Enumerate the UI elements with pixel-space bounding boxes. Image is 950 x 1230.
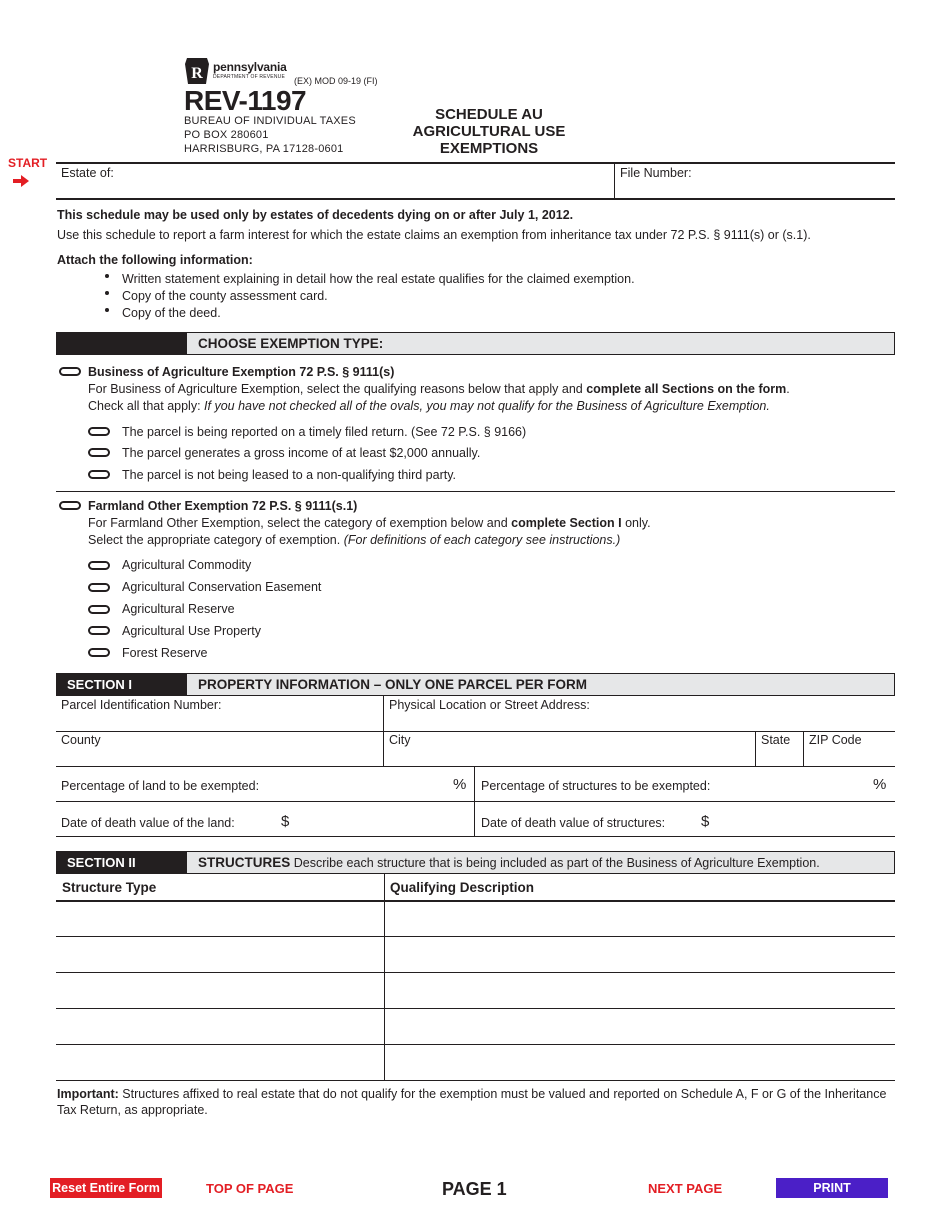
start-arrow-icon[interactable] bbox=[12, 174, 30, 188]
instruction-text: only. bbox=[621, 516, 651, 530]
section-description: Describe each structure that is being included as part of the Business of Agriculture Exemption. bbox=[290, 856, 820, 870]
structure-row[interactable] bbox=[56, 972, 895, 973]
agency-dept: DEPARTMENT OF REVENUE bbox=[213, 74, 285, 80]
option-label: Agricultural Conservation Easement bbox=[122, 580, 322, 594]
purpose-text: Use this schedule to report a farm interest for which the estate claims an exemption from inheritance tax under 72 P.S. § 9111(s) or (s.1). bbox=[57, 228, 811, 242]
important-text: Structures affixed to real estate that do not qualify for the exemption must be valued and reported on Schedule A, F or G of the Inheritance bbox=[118, 1087, 887, 1101]
county-field[interactable]: County bbox=[61, 733, 101, 747]
bullet-icon bbox=[105, 274, 109, 278]
bullet-icon bbox=[105, 291, 109, 295]
divider bbox=[56, 766, 895, 767]
divider bbox=[384, 874, 385, 1080]
address-line: BUREAU OF INDIVIDUAL TAXES bbox=[184, 115, 356, 127]
zip-code-field[interactable]: ZIP Code bbox=[809, 733, 862, 747]
reset-form-button[interactable]: Reset Entire Form bbox=[50, 1178, 162, 1198]
option-label: Agricultural Commodity bbox=[122, 558, 252, 572]
land-value-field[interactable]: Date of death value of the land: bbox=[61, 816, 235, 830]
business-agriculture-title: Business of Agriculture Exemption 72 P.S. § 9111(s) bbox=[88, 365, 395, 379]
agricultural-use-property-oval[interactable] bbox=[88, 626, 110, 635]
divider bbox=[803, 731, 804, 766]
timely-return-oval[interactable] bbox=[88, 427, 110, 436]
schedule-title-line: AGRICULTURAL USE bbox=[412, 123, 566, 140]
form-number: REV-1197 bbox=[184, 85, 307, 116]
instruction-text: Check all that apply: bbox=[88, 399, 205, 413]
not-leased-oval[interactable] bbox=[88, 470, 110, 479]
bar-tab bbox=[57, 333, 187, 354]
estate-field[interactable]: Estate of: bbox=[61, 166, 114, 180]
business-agriculture-instructions bbox=[88, 381, 790, 397]
instruction-text: For Business of Agriculture Exemption, select the qualifying reasons below that apply and bbox=[88, 382, 587, 396]
bullet-icon bbox=[105, 308, 109, 312]
agricultural-reserve-oval[interactable] bbox=[88, 605, 110, 614]
section-2-bar bbox=[56, 851, 895, 874]
structures-percentage-field[interactable]: Percentage of structures to be exempted: bbox=[481, 779, 711, 793]
important-label: Important: bbox=[57, 1087, 119, 1101]
instruction-emphasis: complete all Sections on the form bbox=[586, 382, 787, 396]
attach-item: Copy of the deed. bbox=[122, 306, 221, 320]
top-of-page-link[interactable]: TOP OF PAGE bbox=[206, 1181, 294, 1196]
farmland-other-instructions bbox=[88, 515, 651, 531]
svg-text:R: R bbox=[191, 65, 203, 82]
divider bbox=[56, 801, 895, 802]
structure-row[interactable] bbox=[56, 1080, 895, 1081]
divider bbox=[56, 836, 895, 837]
option-label: Agricultural Reserve bbox=[122, 602, 235, 616]
section-1-bar bbox=[56, 673, 895, 696]
agricultural-commodity-oval[interactable] bbox=[88, 561, 110, 570]
next-page-link[interactable]: NEXT PAGE bbox=[648, 1181, 723, 1196]
eligibility-note: This schedule may be used only by estates of decedents dying on or after July 1, 2012. bbox=[57, 208, 574, 222]
structure-row[interactable] bbox=[56, 1008, 895, 1009]
instruction-text: For Farmland Other Exemption, select the category of exemption below and bbox=[88, 516, 512, 530]
schedule-title bbox=[400, 106, 578, 157]
farmland-other-category-note bbox=[88, 532, 620, 548]
section-title bbox=[198, 855, 820, 870]
divider bbox=[56, 900, 895, 902]
business-agriculture-oval[interactable] bbox=[59, 367, 81, 376]
agency-name: pennsylvania bbox=[213, 60, 287, 74]
qualifying-description-header: Qualifying Description bbox=[390, 880, 535, 895]
structures-value-field[interactable]: Date of death value of structures: bbox=[481, 816, 666, 830]
file-number-field[interactable]: File Number: bbox=[620, 166, 692, 180]
divider bbox=[56, 198, 895, 200]
option-label: Forest Reserve bbox=[122, 646, 208, 660]
street-address-field[interactable]: Physical Location or Street Address: bbox=[389, 698, 590, 712]
structure-row[interactable] bbox=[56, 1044, 895, 1045]
instruction-text: . bbox=[786, 382, 790, 396]
attach-item: Written statement explaining in detail how the real estate qualifies for the claimed exemption. bbox=[122, 272, 635, 286]
print-button[interactable]: PRINT bbox=[776, 1178, 888, 1198]
important-note bbox=[57, 1086, 897, 1102]
gross-income-oval[interactable] bbox=[88, 448, 110, 457]
schedule-title-line: EXEMPTIONS bbox=[439, 140, 539, 157]
start-label: START bbox=[8, 156, 48, 170]
option-label: Agricultural Use Property bbox=[122, 624, 261, 638]
divider bbox=[56, 162, 895, 164]
structure-row[interactable] bbox=[56, 936, 895, 937]
bar-title: CHOOSE EXEMPTION TYPE: bbox=[198, 336, 384, 351]
address-line: HARRISBURG, PA 17128-0601 bbox=[184, 143, 344, 155]
page-number: PAGE 1 bbox=[442, 1179, 507, 1199]
section-tag: SECTION I bbox=[57, 674, 187, 695]
forest-reserve-oval[interactable] bbox=[88, 648, 110, 657]
dollar-sign: $ bbox=[281, 813, 290, 830]
divider bbox=[614, 163, 615, 199]
address-line: PO BOX 280601 bbox=[184, 129, 269, 141]
option-label: The parcel is being reported on a timely filed return. (See 72 P.S. § 9166) bbox=[122, 425, 527, 439]
section-title-text: STRUCTURES bbox=[198, 855, 291, 870]
form-mod: (EX) MOD 09-19 (FI) bbox=[294, 76, 378, 86]
option-label: The parcel is not being leased to a non-qualifying third party. bbox=[122, 468, 456, 482]
instruction-text: Select the appropriate category of exemption. bbox=[88, 533, 344, 547]
section-title: PROPERTY INFORMATION – ONLY ONE PARCEL PER FORM bbox=[198, 677, 588, 692]
instruction-emphasis: complete Section I bbox=[511, 516, 622, 530]
divider bbox=[755, 731, 756, 766]
farmland-other-oval[interactable] bbox=[59, 501, 81, 510]
percent-sign: % bbox=[453, 776, 467, 793]
keystone-logo-icon bbox=[185, 58, 209, 84]
farmland-other-title: Farmland Other Exemption 72 P.S. § 9111(s.1) bbox=[88, 499, 358, 513]
instruction-note: (For definitions of each category see instructions.) bbox=[343, 533, 621, 547]
attach-item: Copy of the county assessment card. bbox=[122, 289, 328, 303]
city-field[interactable]: City bbox=[389, 733, 411, 747]
instruction-warning: If you have not checked all of the ovals, you may not qualify for the Business of Agriculture Exemption. bbox=[204, 399, 770, 413]
parcel-id-field[interactable]: Parcel Identification Number: bbox=[61, 698, 222, 712]
choose-exemption-bar bbox=[56, 332, 895, 355]
divider bbox=[56, 731, 895, 732]
option-label: The parcel generates a gross income of at least $2,000 annually. bbox=[122, 446, 481, 460]
dollar-sign: $ bbox=[701, 813, 710, 830]
structure-type-header: Structure Type bbox=[62, 880, 157, 895]
conservation-easement-oval[interactable] bbox=[88, 583, 110, 592]
attach-heading: Attach the following information: bbox=[57, 253, 253, 267]
percent-sign: % bbox=[873, 776, 887, 793]
schedule-title-line: SCHEDULE AU bbox=[435, 106, 543, 123]
business-agriculture-check-note bbox=[88, 398, 770, 414]
section-tag: SECTION II bbox=[57, 852, 187, 873]
important-note-continued: Tax Return, as appropriate. bbox=[57, 1103, 208, 1117]
state-field[interactable]: State bbox=[761, 733, 791, 747]
divider bbox=[56, 491, 895, 492]
land-percentage-field[interactable]: Percentage of land to be exempted: bbox=[61, 779, 260, 793]
